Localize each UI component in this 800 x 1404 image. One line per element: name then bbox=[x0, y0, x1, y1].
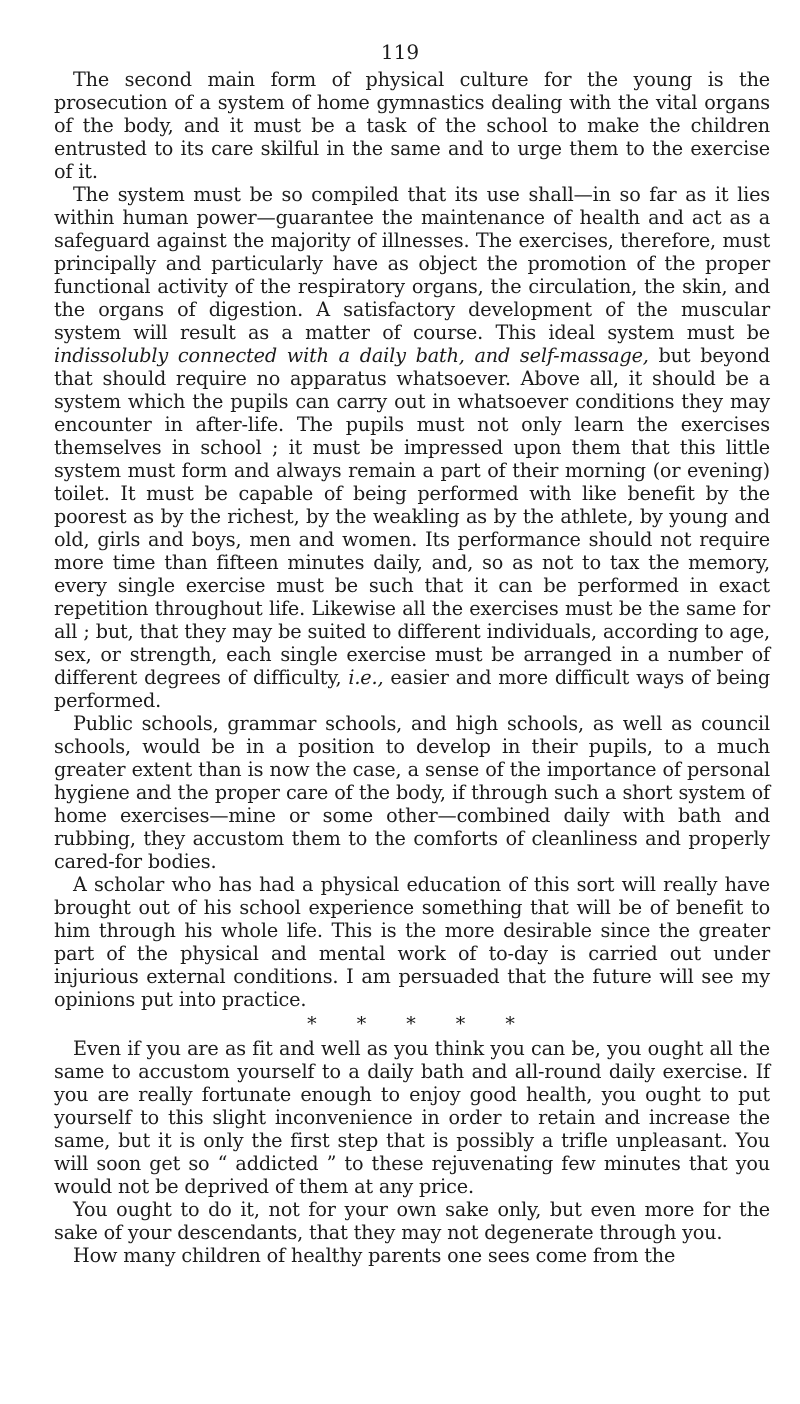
italic-phrase-bath-massage: indissolubly connected with a daily bath, and self-massage, bbox=[54, 344, 649, 367]
paragraph-public-schools: Public schools, grammar schools, and high schools, as well as council schools, would be in a position to develop in their pupils, to a much greater extent than is now the case, a sense of the importance of personal hygiene and the proper care of the body, if through such a short system of home exercises—mine or some other—combined daily with bath and rubbing, they accustom them to the comforts of cleanliness and properly cared-for bodies. bbox=[54, 712, 770, 873]
section-break-asterisks: * * * * * bbox=[307, 1013, 517, 1035]
paragraph-text-after-italic: but beyond that should require no apparatus whatsoever. Above all, it should be a system which the pupils can carry out in whatsoever conditions they may encounter in after-life. The pupils must not only learn the exercises themselves in school ; it must be impressed upon them that this little system must form and always remain a part of their morning (or evening) toilet. It must be capable of being performed with like benefit by the poorest as by the richest, by the weakling as by the athlete, by young and old, girls and boys, men and women. Its performance should not require more time than fifteen minutes daily, and, so as not to tax the memory, every single exercise must be such that it can be performed in exact repetition throughout life. Likewise all the exercises must be the same for all ; but, that they may be suited to different individuals, according to age, sex, or strength, each single exercise must be arranged in a number of different degrees of difficulty, bbox=[54, 344, 770, 689]
paragraph-system-requirements bbox=[54, 183, 770, 712]
italic-abbreviation-ie: i.e., bbox=[348, 666, 384, 689]
paragraph-healthy-parents: How many children of healthy parents one sees come from the bbox=[73, 1244, 676, 1267]
paragraph-text-ending: easier and more difficult ways of being performed. bbox=[54, 666, 771, 712]
page-body bbox=[54, 68, 770, 1267]
paragraph-home-gymnastics: The second main form of physical culture for the young is the prosecution of a system of home gymnastics dealing with the vital organs of the body, and it must be a task of the school to make the children entrusted to its care skilful in the same and to urge them to the exercise of it. bbox=[54, 68, 770, 183]
paragraph-daily-bath: Even if you are as fit and well as you think you can be, you ought all the same to accustom yourself to a daily bath and all-round daily exercise. If you are really fortunate enough to enjoy good health, you ought to put yourself to this slight inconvenience in order to retain and increase the same, but it is only the first step that is possibly a trifle unpleasant. You will soon get so “ addicted ” to these rejuvenating few minutes that you would not be deprived of them at any price. bbox=[54, 1037, 770, 1198]
paragraph-text-before-italic: The system must be so compiled that its use shall—in so far as it lies within human power—guarantee the maintenance of health and act as a safeguard against the majority of illnesses. The exercises, therefore, must principally and particularly have as object the promotion of the proper functional activity of the respiratory organs, the circulation, the skin, and the organs of digestion. A satisfactory development of the muscular system will result as a matter of course. This ideal system must be bbox=[54, 183, 770, 344]
page-number: 119 bbox=[380, 40, 420, 64]
paragraph-descendants: You ought to do it, not for your own sake only, but even more for the sake of your descendants, that they may not degenerate through you. bbox=[54, 1198, 770, 1244]
paragraph-scholar-benefit: A scholar who has had a physical education of this sort will really have brought out of his school experience something that will be of benefit to him through his whole life. This is the more desirable since the greater part of the physical and mental work of to-day is carried out under injurious external conditions. I am persuaded that the future will see my opinions put into practice. bbox=[54, 873, 770, 1011]
